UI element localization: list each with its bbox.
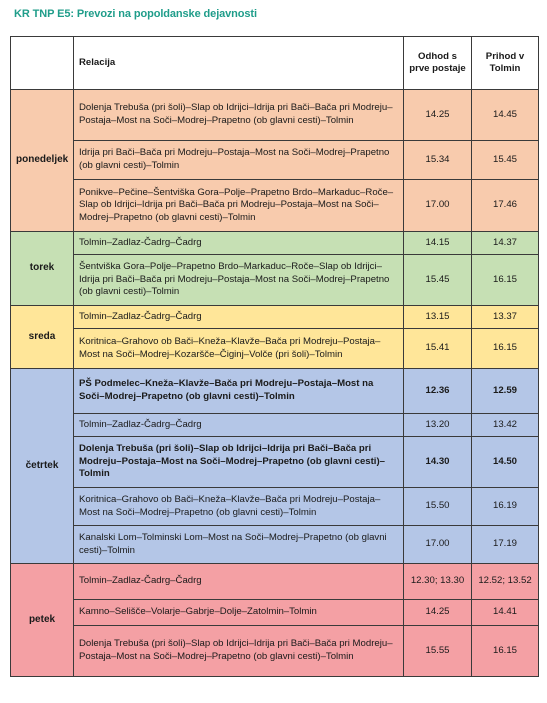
departure-cell: 13.20 [404,414,472,437]
table-row [11,90,539,141]
arrival-cell: 13.37 [472,306,539,329]
arrival-cell: 14.45 [472,90,539,141]
departure-cell: 12.30; 13.30 [404,564,472,600]
schedule-table [10,36,539,677]
relation-cell: Tolmin–Zadlaz-Čadrg–Čadrg [74,232,404,255]
header-day [11,37,74,90]
arrival-cell: 16.15 [472,255,539,306]
table-row [11,369,539,414]
table-row [11,141,539,180]
relation-cell: Dolenja Trebuša (pri šoli)–Slap ob Idrijci–Idrija pri Bači–Bača pri Modreju–Postaja–Most na Soči–Modrej–Prapetno (ob glavni cesti)–Tolmin [74,626,404,677]
table-row [11,600,539,626]
arrival-cell: 14.37 [472,232,539,255]
page-title: KR TNP E5: Prevozi na popoldanske dejavnosti [14,8,257,20]
departure-cell: 15.41 [404,329,472,369]
departure-cell: 12.36 [404,369,472,414]
day-cell-sreda: sreda [11,306,74,369]
arrival-cell: 14.50 [472,437,539,488]
day-cell-petek: petek [11,564,74,677]
departure-cell: 14.25 [404,90,472,141]
table-row [11,255,539,306]
departure-cell: 14.15 [404,232,472,255]
relation-cell: Ponikve–Pečine–Šentviška Gora–Polje–Prapetno Brdo–Markaduc–Roče–Slap ob Idrijci–Idrija pri Bači–Bača pri Modreju–Postaja–Most na Soči–Modrej–Prapetno (ob glavni cesti)–Tolmin [74,180,404,232]
arrival-cell: 12.52; 13.52 [472,564,539,600]
day-cell-torek: torek [11,232,74,306]
departure-cell: 17.00 [404,180,472,232]
day-cell-ponedeljek: ponedeljek [11,90,74,232]
arrival-cell: 17.19 [472,526,539,564]
table-row [11,564,539,600]
departure-cell: 15.34 [404,141,472,180]
relation-cell: Tolmin–Zadlaz-Čadrg–Čadrg [74,414,404,437]
arrival-cell: 12.59 [472,369,539,414]
relation-cell: Tolmin–Zadlaz-Čadrg–Čadrg [74,306,404,329]
day-cell-cetrtek: četrtek [11,369,74,564]
relation-cell: PŠ Podmelec–Kneža–Klavže–Bača pri Modreju–Postaja–Most na Soči–Modrej–Prapetno (ob glavni cesti)–Tolmin [74,369,404,414]
relation-cell: Koritnica–Grahovo ob Bači–Kneža–Klavže–Bača pri Modreju–Postaja–Most na Soči–Modrej–Kozaršče–Čiginj–Volče (pri šoli)–Tolmin [74,329,404,369]
header-departure: Odhod s prve postaje [404,37,472,90]
arrival-cell: 15.45 [472,141,539,180]
header-relation: Relacija [74,37,404,90]
table-row [11,626,539,677]
arrival-cell: 17.46 [472,180,539,232]
departure-cell: 14.30 [404,437,472,488]
table-row [11,414,539,437]
relation-cell: Dolenja Trebuša (pri šoli)–Slap ob Idrijci–Idrija pri Bači–Bača pri Modreju–Postaja–Most na Soči–Modrej–Prapetno (ob glavni cesti)–Tolmin [74,90,404,141]
header-row [11,37,539,90]
relation-cell: Idrija pri Bači–Bača pri Modreju–Postaja–Most na Soči–Modrej–Prapetno (ob glavni cesti)–Tolmin [74,141,404,180]
table-row [11,329,539,369]
table-row [11,526,539,564]
relation-cell: Koritnica–Grahovo ob Bači–Kneža–Klavže–Bača pri Modreju–Postaja–Most na Soči–Modrej–Prapetno (ob glavni cesti)–Tolmin [74,488,404,526]
table-row [11,232,539,255]
relation-cell: Kanalski Lom–Tolminski Lom–Most na Soči–Modrej–Prapetno (ob glavni cesti)–Tolmin [74,526,404,564]
departure-cell: 15.55 [404,626,472,677]
table-row [11,488,539,526]
table-row [11,437,539,488]
relation-cell: Šentviška Gora–Polje–Prapetno Brdo–Markaduc–Roče–Slap ob Idrijci–Idrija pri Bači–Bača pri Modreju–Postaja–Most na Soči–Modrej–Prapetno (ob glavni cesti)–Tolmin [74,255,404,306]
header-arrival: Prihod v Tolmin [472,37,539,90]
departure-cell: 15.50 [404,488,472,526]
arrival-cell: 16.15 [472,626,539,677]
arrival-cell: 13.42 [472,414,539,437]
arrival-cell: 16.15 [472,329,539,369]
arrival-cell: 16.19 [472,488,539,526]
table-row [11,180,539,232]
relation-cell: Tolmin–Zadlaz-Čadrg–Čadrg [74,564,404,600]
departure-cell: 14.25 [404,600,472,626]
departure-cell: 13.15 [404,306,472,329]
table-row [11,306,539,329]
relation-cell: Dolenja Trebuša (pri šoli)–Slap ob Idrijci–Idrija pri Bači–Bača pri Modreju–Postaja–Most na Soči–Modrej–Prapetno (ob glavni cesti)–Tolmin [74,437,404,488]
relation-cell: Kamno–Selišče–Volarje–Gabrje–Dolje–Zatolmin–Tolmin [74,600,404,626]
departure-cell: 15.45 [404,255,472,306]
arrival-cell: 14.41 [472,600,539,626]
departure-cell: 17.00 [404,526,472,564]
